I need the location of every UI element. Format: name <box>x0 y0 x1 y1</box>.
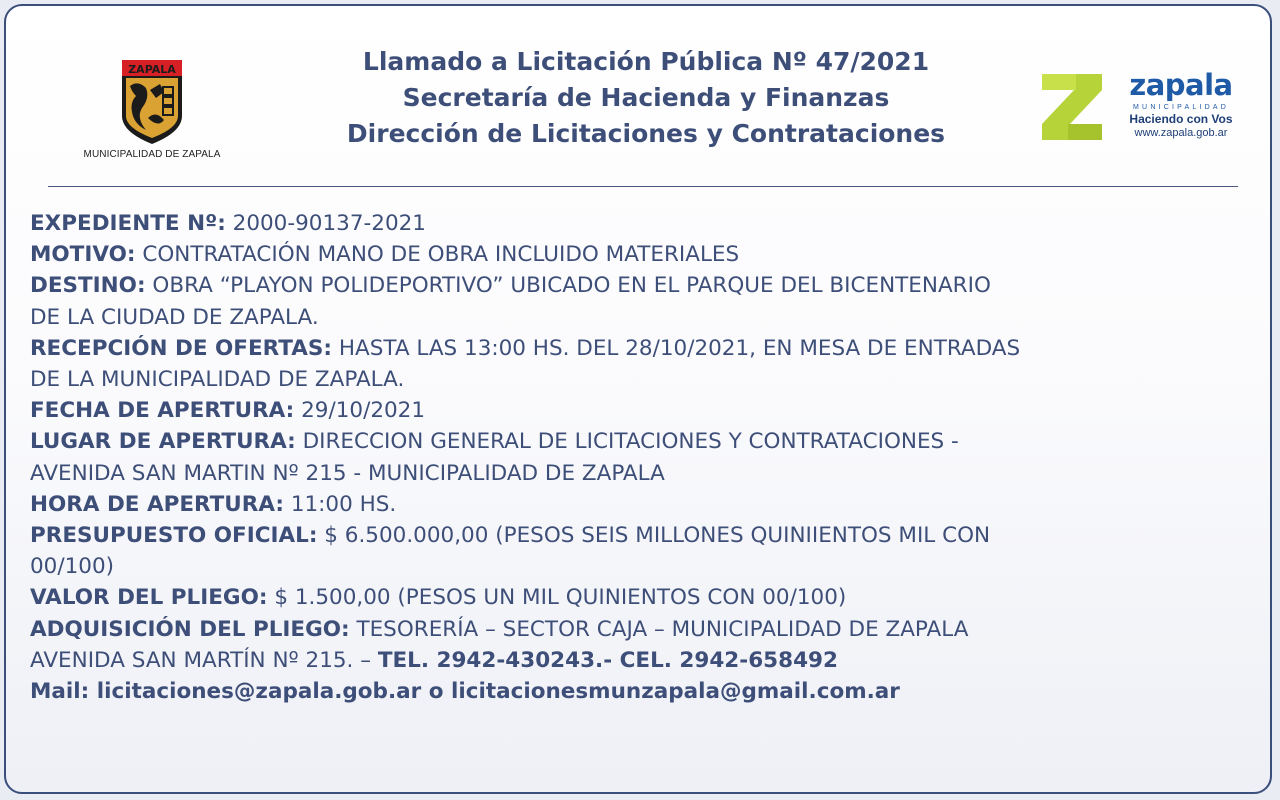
destino-line <box>30 270 1270 301</box>
presupuesto-line-2 <box>30 551 1270 582</box>
expediente-value: 2000-90137-2021 <box>232 211 426 236</box>
lugar-apertura-label: LUGAR DE APERTURA: <box>30 429 296 455</box>
fecha-apertura-line <box>30 395 1270 426</box>
contact-phones: TEL. 2942-430243.- CEL. 2942-658492 <box>377 647 838 673</box>
recepcion-label: RECEPCIÓN DE OFERTAS: <box>30 335 332 361</box>
expediente-line <box>30 208 1270 239</box>
title-line-1: Llamado a Licitación Pública Nº 47/2021 <box>362 47 930 76</box>
destino-value-2: DE LA CIUDAD DE ZAPALA. <box>30 304 319 330</box>
lugar-apertura-value-1: DIRECCION GENERAL DE LICITACIONES Y CONTRATACIONES - <box>302 429 959 455</box>
hora-apertura-value: 11:00 HS. <box>290 491 397 517</box>
recepcion-value-2: DE LA MUNICIPALIDAD DE ZAPALA. <box>30 367 405 393</box>
valor-pliego-line <box>30 582 1270 613</box>
adquisicion-value-1: TESORERÍA – SECTOR CAJA – MUNICIPALIDAD DE ZAPALA <box>356 616 969 642</box>
destino-line-2 <box>30 302 1270 333</box>
destino-value-1: OBRA “PLAYON POLIDEPORTIVO” UBICADO EN EL PARQUE DEL BICENTENARIO <box>152 273 991 299</box>
title-line-3: Dirección de Licitaciones y Contrataciones <box>346 119 946 148</box>
fecha-apertura-value: 29/10/2021 <box>301 398 426 424</box>
presupuesto-value-1: $ 6.500.000,00 (PESOS SEIS MILLONES QUINIIENTOS MIL CON <box>324 523 991 549</box>
adquisicion-label: ADQUISICIÓN DEL PLIEGO: <box>30 616 350 642</box>
header <box>6 6 1270 186</box>
lugar-apertura-line-2 <box>30 458 1270 489</box>
lugar-apertura-line <box>30 426 1270 457</box>
brand-subtitle: MUNICIPALIDAD <box>1133 104 1229 111</box>
coat-of-arms-icon <box>120 58 184 146</box>
adquisicion-line-2 <box>30 645 1270 676</box>
notice-card <box>4 4 1272 794</box>
motivo-line <box>30 239 1270 270</box>
notice-body <box>30 208 1270 707</box>
expediente-label: EXPEDIENTE Nº: <box>30 211 226 236</box>
adquisicion-value-2: AVENIDA SAN MARTÍN Nº 215. – <box>30 647 371 673</box>
title-block <box>246 44 1046 152</box>
logo-caption: MUNICIPALIDAD DE ZAPALA <box>83 149 221 160</box>
municipal-coat-of-arms-logo <box>80 58 224 160</box>
hora-apertura-line <box>30 489 1270 520</box>
presupuesto-line <box>30 520 1270 551</box>
recepcion-line <box>30 333 1270 364</box>
valor-pliego-label: VALOR DEL PLIEGO: <box>30 585 268 611</box>
z-logo-icon <box>1040 72 1104 142</box>
brand-text <box>1116 68 1246 140</box>
recepcion-value-1: HASTA LAS 13:00 HS. DEL 28/10/2021, EN MESA DE ENTRADAS <box>338 335 1021 361</box>
hora-apertura-label: HORA DE APERTURA: <box>30 491 284 517</box>
lugar-apertura-value-2: AVENIDA SAN MARTIN Nº 215 - MUNICIPALIDAD DE ZAPALA <box>30 460 665 486</box>
adquisicion-line <box>30 614 1270 645</box>
header-divider <box>48 186 1238 187</box>
brand-name: zapala <box>1129 68 1233 102</box>
svg-text:ZAPALA: ZAPALA <box>128 63 176 76</box>
brand-url: www.zapala.gob.ar <box>1134 127 1228 139</box>
recepcion-line-2 <box>30 364 1270 395</box>
motivo-value: CONTRATACIÓN MANO DE OBRA INCLUIDO MATERIALES <box>142 242 740 268</box>
motivo-label: MOTIVO: <box>30 242 136 268</box>
presupuesto-label: PRESUPUESTO OFICIAL: <box>30 523 318 549</box>
zapala-brand-logo <box>1036 68 1246 148</box>
brand-slogan: Haciendo con Vos <box>1129 112 1233 126</box>
title-line-2: Secretaría de Hacienda y Finanzas <box>402 83 890 112</box>
mail-line: Mail: licitaciones@zapala.gob.ar o licitacionesmunzapala@gmail.com.ar <box>30 679 900 705</box>
presupuesto-value-2: 00/100) <box>30 554 115 580</box>
destino-label: DESTINO: <box>30 273 146 299</box>
valor-pliego-value: $ 1.500,00 (PESOS UN MIL QUINIENTOS CON 00/100) <box>274 585 847 611</box>
fecha-apertura-label: FECHA DE APERTURA: <box>30 398 295 424</box>
